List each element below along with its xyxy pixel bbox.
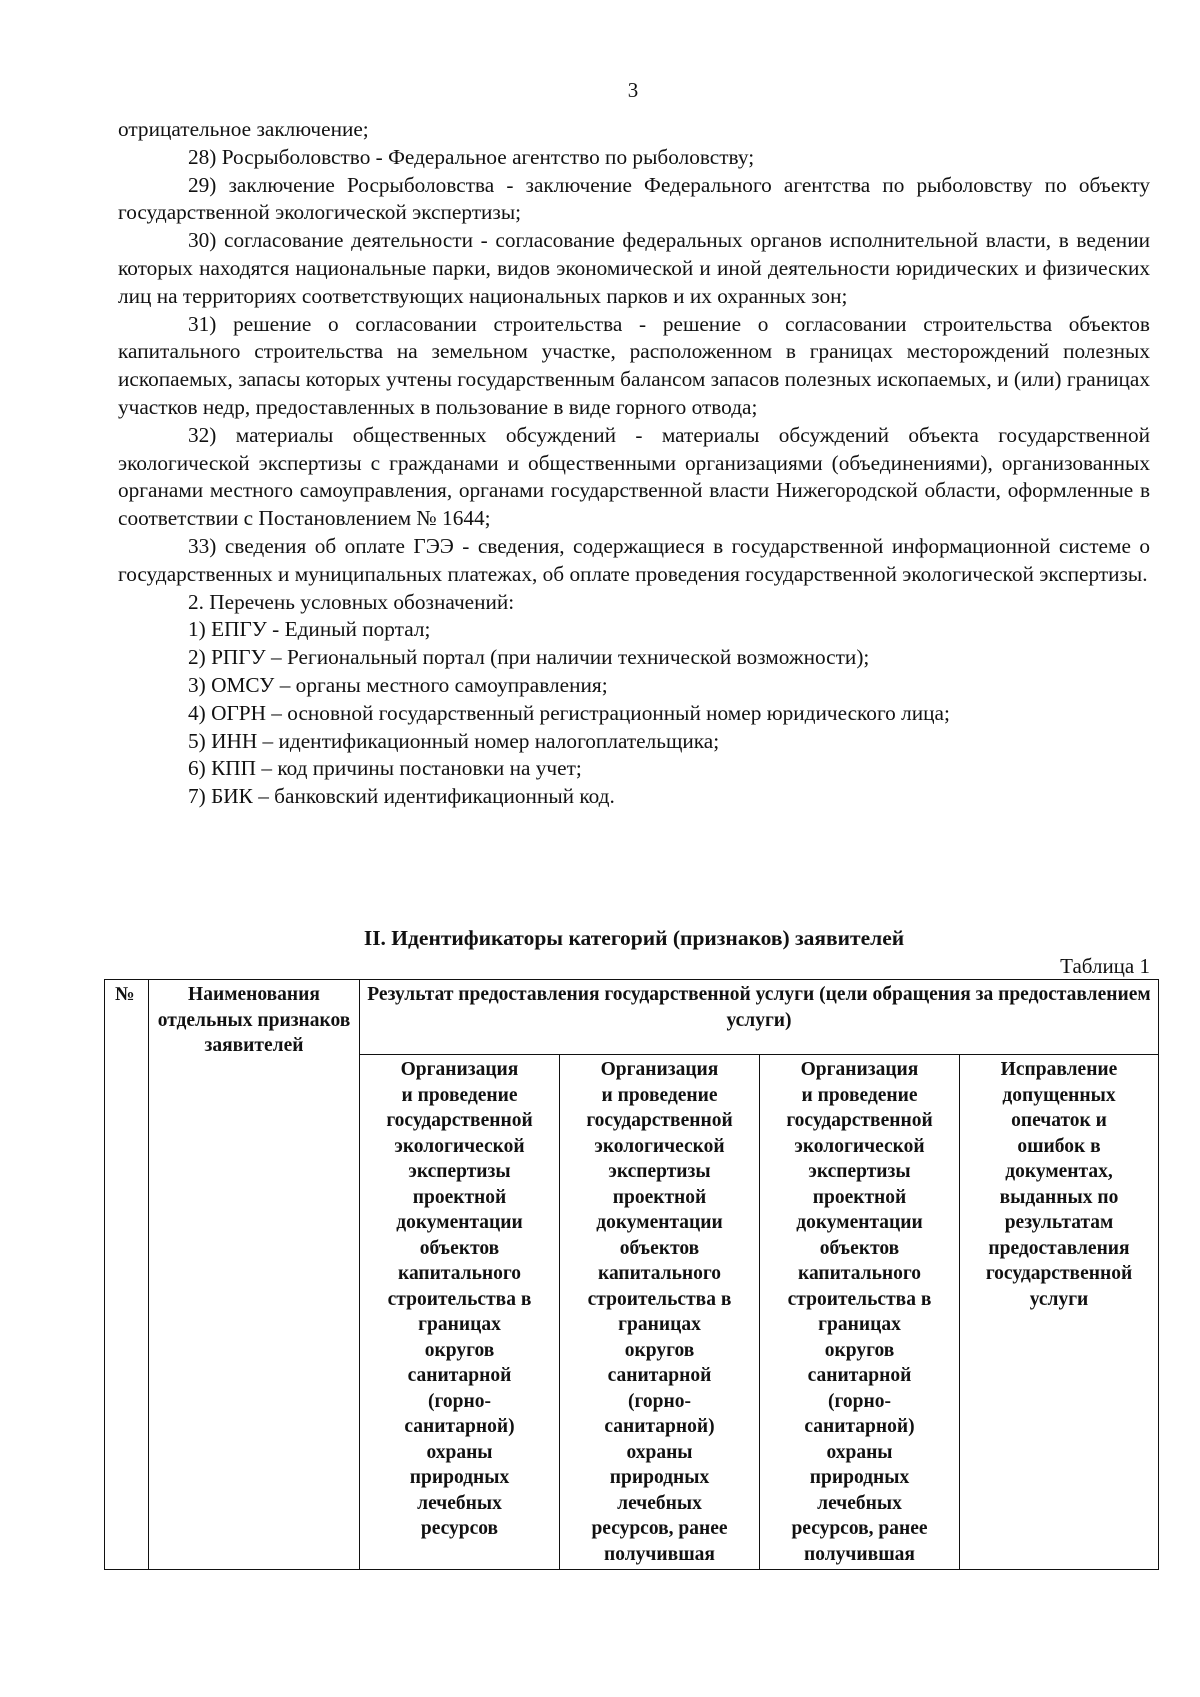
abbreviations-heading: 2. Перечень условных обозначений:	[188, 589, 515, 614]
paragraph: 33) сведения об оплате ГЭЭ - сведения, содержащиеся в государственной информационной системе о государственных и муниципальных платежах, об оплате проведения государственной экологической экспертизы.	[118, 533, 1150, 586]
abbreviation-item: 1) ЕПГУ - Единый портал;	[188, 617, 431, 642]
paragraph: 32) материалы общественных обсуждений - материалы обсуждений объекта государственной экологической экспертизы с гражданами и общественными организациями (объединениями), организованных органами местного самоуправления, органами государственной власти Нижегородской области, оформленные в соответствии с Постановлением № 1644;	[118, 422, 1150, 531]
applicant-categories-table	[104, 979, 1159, 1570]
abbreviation-item: 3) ОМСУ – органы местного самоуправления;	[188, 672, 608, 697]
header-result-group: Результат предоставления государственной услуги (цели обращения за предоставлением услуги)	[360, 980, 1159, 1055]
abbreviation-item: 6) КПП – код причины постановки на учет;	[188, 756, 582, 781]
body-text	[118, 116, 1150, 811]
paragraph: 31) решение о согласовании строительства - решение о согласовании строительства объектов капитального строительства на земельном участке, расположенном в границах месторождений полезных ископаемых, запасы которых учтены государственным балансом запасов полезных ископаемых, и (или) границах участков недр, предоставленных в пользование в виде горного отвода;	[118, 311, 1150, 419]
abbreviation-item: 5) ИНН – идентификационный номер налогоплательщика;	[188, 728, 720, 753]
paragraph: 30) согласование деятельности - согласование федеральных органов исполнительной власти, в ведении которых находятся национальные парки, видов экономической и иной деятельности юридических и физических лиц на территориях соответствующих национальных парков и их охранных зон;	[118, 228, 1150, 308]
abbreviation-item: 2) РПГУ – Региональный портал (при наличии технической возможности);	[188, 645, 870, 670]
header-result-column: Исправление допущенных опечаток и ошибок в документах, выданных по результатам предоставления государственной услуги	[960, 1055, 1159, 1570]
section-title: II. Идентификаторы категорий (признаков) заявителей	[363, 926, 905, 950]
header-result-column: Организация и проведение государственной экологической экспертизы проектной документации объектов капитального строительства в границах округов санитарной (горно- санитарной) охраны природных лечебных ресурсов, ранее получившая	[560, 1055, 760, 1570]
paragraph: отрицательное заключение;	[118, 117, 369, 141]
header-result-column: Организация и проведение государственной экологической экспертизы проектной документации объектов капитального строительства в границах округов санитарной (горно- санитарной) охраны природных лечебных ресурсов, ранее получившая	[760, 1055, 960, 1570]
abbreviation-item: 4) ОГРН – основной государственный регистрационный номер юридического лица;	[188, 700, 950, 725]
header-result-column: Организация и проведение государственной экологической экспертизы проектной документации объектов капитального строительства в границах округов санитарной (горно- санитарной) охраны природных лечебных ресурсов	[360, 1055, 560, 1570]
abbreviation-item: 7) БИК – банковский идентификационный код.	[188, 784, 615, 809]
page-number: 3	[627, 78, 639, 102]
table-header-row	[105, 980, 1159, 1055]
paragraph: 29) заключение Росрыболовства - заключение Федерального агентства по рыболовству по объекту государственной экологической экспертизы;	[118, 172, 1150, 225]
header-names: Наименования отдельных признаков заявителей	[149, 980, 360, 1570]
table-caption: Таблица 1	[1060, 954, 1150, 978]
paragraph: 28) Росрыболовство - Федеральное агентство по рыболовству;	[188, 144, 755, 169]
header-number: №	[105, 980, 149, 1570]
